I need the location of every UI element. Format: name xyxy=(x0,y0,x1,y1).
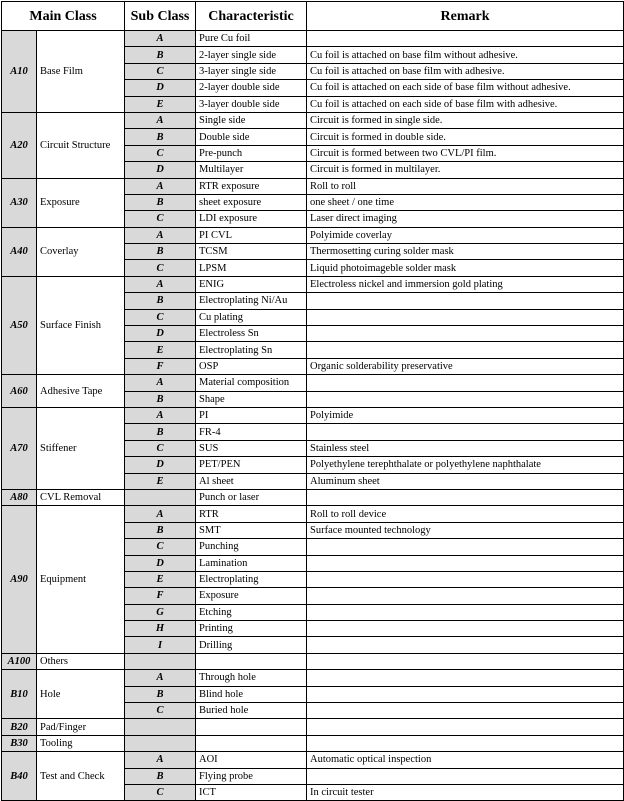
main-class-code: B20 xyxy=(2,719,37,735)
characteristic-cell: Cu plating xyxy=(196,309,307,325)
characteristic-cell xyxy=(196,719,307,735)
remark-cell: Circuit is formed between two CVL/PI film. xyxy=(307,145,624,161)
sub-class-cell: E xyxy=(125,571,196,587)
characteristic-cell: LDI exposure xyxy=(196,211,307,227)
characteristic-cell: Drilling xyxy=(196,637,307,653)
characteristic-cell: Etching xyxy=(196,604,307,620)
main-class-name: Pad/Finger xyxy=(37,719,125,735)
sub-class-cell: A xyxy=(125,670,196,686)
characteristic-cell: 3-layer single side xyxy=(196,63,307,79)
sub-class-cell: C xyxy=(125,309,196,325)
characteristic-cell: 2-layer double side xyxy=(196,80,307,96)
sub-class-cell: H xyxy=(125,621,196,637)
remark-cell xyxy=(307,670,624,686)
sub-class-cell: E xyxy=(125,473,196,489)
remark-cell xyxy=(307,735,624,751)
header-characteristic: Characteristic xyxy=(196,2,307,31)
sub-class-cell: G xyxy=(125,604,196,620)
sub-class-cell: B xyxy=(125,194,196,210)
sub-class-cell: B xyxy=(125,129,196,145)
remark-cell: Polyimide xyxy=(307,407,624,423)
header-remark: Remark xyxy=(307,2,624,31)
characteristic-cell: Material composition xyxy=(196,375,307,391)
sub-class-cell: E xyxy=(125,342,196,358)
characteristic-cell: SMT xyxy=(196,522,307,538)
remark-cell xyxy=(307,293,624,309)
characteristic-cell: Flying probe xyxy=(196,768,307,784)
remark-cell xyxy=(307,588,624,604)
remark-cell: Organic solderability preservative xyxy=(307,358,624,374)
remark-cell: Thermosetting curing solder mask xyxy=(307,244,624,260)
characteristic-cell: OSP xyxy=(196,358,307,374)
characteristic-cell: Punch or laser xyxy=(196,489,307,505)
remark-cell: Cu foil is attached on each side of base film without adhesive. xyxy=(307,80,624,96)
main-class-code: A60 xyxy=(2,375,37,408)
remark-cell: Stainless steel xyxy=(307,440,624,456)
sub-class-cell: C xyxy=(125,145,196,161)
header-row xyxy=(2,2,624,31)
sub-class-cell: I xyxy=(125,637,196,653)
remark-cell: Aluminum sheet xyxy=(307,473,624,489)
sub-class-cell: C xyxy=(125,63,196,79)
main-class-name: Exposure xyxy=(37,178,125,227)
main-class-name: Circuit Structure xyxy=(37,112,125,178)
sub-class-cell: B xyxy=(125,293,196,309)
sub-class-cell: A xyxy=(125,112,196,128)
table-row xyxy=(2,670,624,686)
remark-cell xyxy=(307,555,624,571)
sub-class-cell: D xyxy=(125,326,196,342)
characteristic-cell: Buried hole xyxy=(196,703,307,719)
remark-cell xyxy=(307,621,624,637)
characteristic-cell: Electroplating Sn xyxy=(196,342,307,358)
header-sub-class: Sub Class xyxy=(125,2,196,31)
table-row xyxy=(2,178,624,194)
characteristic-cell: LPSM xyxy=(196,260,307,276)
remark-cell: Surface mounted technology xyxy=(307,522,624,538)
characteristic-cell: Electroplating Ni/Au xyxy=(196,293,307,309)
characteristic-cell: ICT xyxy=(196,784,307,800)
remark-cell xyxy=(307,637,624,653)
sub-class-cell: D xyxy=(125,80,196,96)
sub-class-cell: D xyxy=(125,555,196,571)
characteristic-cell: Exposure xyxy=(196,588,307,604)
main-class-name: Tooling xyxy=(37,735,125,751)
characteristic-cell: Punching xyxy=(196,539,307,555)
main-class-code: A70 xyxy=(2,407,37,489)
remark-cell xyxy=(307,604,624,620)
remark-cell: Automatic optical inspection xyxy=(307,752,624,768)
characteristic-cell: AOI xyxy=(196,752,307,768)
main-class-name: Base Film xyxy=(37,31,125,113)
main-class-name: Coverlay xyxy=(37,227,125,276)
remark-cell: Laser direct imaging xyxy=(307,211,624,227)
main-class-code: A80 xyxy=(2,489,37,505)
table-body xyxy=(2,31,624,801)
remark-cell: one sheet / one time xyxy=(307,194,624,210)
sub-class-cell xyxy=(125,719,196,735)
remark-cell: Liquid photoimageble solder mask xyxy=(307,260,624,276)
characteristic-cell: ENIG xyxy=(196,276,307,292)
remark-cell xyxy=(307,375,624,391)
sub-class-cell: B xyxy=(125,244,196,260)
main-class-code: A40 xyxy=(2,227,37,276)
main-class-code: A20 xyxy=(2,112,37,178)
characteristic-cell: RTR exposure xyxy=(196,178,307,194)
characteristic-cell: 2-layer single side xyxy=(196,47,307,63)
characteristic-cell: Al sheet xyxy=(196,473,307,489)
characteristic-cell: Single side xyxy=(196,112,307,128)
remark-cell xyxy=(307,489,624,505)
main-class-name: CVL Removal xyxy=(37,489,125,505)
remark-cell: Roll to roll xyxy=(307,178,624,194)
sub-class-cell: C xyxy=(125,211,196,227)
sub-class-cell: C xyxy=(125,260,196,276)
remark-cell: Polyimide coverlay xyxy=(307,227,624,243)
remark-cell xyxy=(307,703,624,719)
sub-class-cell xyxy=(125,653,196,669)
sub-class-cell xyxy=(125,735,196,751)
characteristic-cell: sheet exposure xyxy=(196,194,307,210)
sub-class-cell: B xyxy=(125,686,196,702)
characteristic-cell xyxy=(196,653,307,669)
remark-cell xyxy=(307,391,624,407)
main-class-code: A90 xyxy=(2,506,37,654)
remark-cell: Circuit is formed in multilayer. xyxy=(307,162,624,178)
main-class-name: Others xyxy=(37,653,125,669)
main-class-name: Test and Check xyxy=(37,752,125,801)
remark-cell: Roll to roll device xyxy=(307,506,624,522)
main-class-code: B40 xyxy=(2,752,37,801)
sub-class-cell: A xyxy=(125,375,196,391)
sub-class-cell xyxy=(125,489,196,505)
characteristic-cell: 3-layer double side xyxy=(196,96,307,112)
sub-class-cell: A xyxy=(125,407,196,423)
sub-class-cell: C xyxy=(125,703,196,719)
header-main-class: Main Class xyxy=(2,2,125,31)
main-class-code: A100 xyxy=(2,653,37,669)
sub-class-cell: B xyxy=(125,522,196,538)
sub-class-cell: B xyxy=(125,768,196,784)
remark-cell xyxy=(307,719,624,735)
sub-class-cell: A xyxy=(125,506,196,522)
remark-cell xyxy=(307,539,624,555)
table-row xyxy=(2,489,624,505)
characteristic-cell: Electroless Sn xyxy=(196,326,307,342)
characteristic-cell: Double side xyxy=(196,129,307,145)
characteristic-cell: PET/PEN xyxy=(196,457,307,473)
sub-class-cell: C xyxy=(125,784,196,800)
sub-class-cell: A xyxy=(125,276,196,292)
main-class-name: Surface Finish xyxy=(37,276,125,374)
sub-class-cell: D xyxy=(125,457,196,473)
remark-cell: Cu foil is attached on base film without adhesive. xyxy=(307,47,624,63)
sub-class-cell: F xyxy=(125,588,196,604)
sub-class-cell: A xyxy=(125,31,196,47)
remark-cell xyxy=(307,653,624,669)
main-class-code: A10 xyxy=(2,31,37,113)
characteristic-cell: Multilayer xyxy=(196,162,307,178)
sub-class-cell: F xyxy=(125,358,196,374)
characteristic-cell: SUS xyxy=(196,440,307,456)
classification-table xyxy=(1,1,624,801)
remark-cell: Circuit is formed in single side. xyxy=(307,112,624,128)
main-class-name: Hole xyxy=(37,670,125,719)
sub-class-cell: B xyxy=(125,391,196,407)
sub-class-cell: B xyxy=(125,47,196,63)
remark-cell xyxy=(307,686,624,702)
sub-class-cell: D xyxy=(125,162,196,178)
characteristic-cell: Pure Cu foil xyxy=(196,31,307,47)
remark-cell: Polyethylene terephthalate or polyethylene naphthalate xyxy=(307,457,624,473)
main-class-name: Adhesive Tape xyxy=(37,375,125,408)
sub-class-cell: C xyxy=(125,440,196,456)
main-class-code: B30 xyxy=(2,735,37,751)
sub-class-cell: C xyxy=(125,539,196,555)
main-class-name: Stiffener xyxy=(37,407,125,489)
table-row xyxy=(2,506,624,522)
characteristic-cell: TCSM xyxy=(196,244,307,260)
table-row xyxy=(2,719,624,735)
characteristic-cell: Electroplating xyxy=(196,571,307,587)
sub-class-cell: B xyxy=(125,424,196,440)
main-class-code: A50 xyxy=(2,276,37,374)
table-row xyxy=(2,227,624,243)
characteristic-cell: Printing xyxy=(196,621,307,637)
characteristic-cell: Lamination xyxy=(196,555,307,571)
characteristic-cell: Through hole xyxy=(196,670,307,686)
sub-class-cell: A xyxy=(125,227,196,243)
remark-cell xyxy=(307,768,624,784)
sub-class-cell: A xyxy=(125,178,196,194)
table-row xyxy=(2,735,624,751)
remark-cell xyxy=(307,571,624,587)
characteristic-cell: PI xyxy=(196,407,307,423)
remark-cell: Cu foil is attached on base film with adhesive. xyxy=(307,63,624,79)
characteristic-cell: Shape xyxy=(196,391,307,407)
remark-cell: In circuit tester xyxy=(307,784,624,800)
sub-class-cell: A xyxy=(125,752,196,768)
sub-class-cell: E xyxy=(125,96,196,112)
remark-cell xyxy=(307,424,624,440)
table-row xyxy=(2,31,624,47)
remark-cell: Electroless nickel and immersion gold plating xyxy=(307,276,624,292)
characteristic-cell: PI CVL xyxy=(196,227,307,243)
remark-cell xyxy=(307,342,624,358)
main-class-code: B10 xyxy=(2,670,37,719)
main-class-code: A30 xyxy=(2,178,37,227)
characteristic-cell: Blind hole xyxy=(196,686,307,702)
remark-cell xyxy=(307,309,624,325)
table-row xyxy=(2,276,624,292)
remark-cell xyxy=(307,326,624,342)
remark-cell: Cu foil is attached on each side of base film with adhesive. xyxy=(307,96,624,112)
characteristic-cell: Pre-punch xyxy=(196,145,307,161)
remark-cell: Circuit is formed in double side. xyxy=(307,129,624,145)
table-row xyxy=(2,752,624,768)
table-row xyxy=(2,375,624,391)
remark-cell xyxy=(307,31,624,47)
characteristic-cell: FR-4 xyxy=(196,424,307,440)
characteristic-cell xyxy=(196,735,307,751)
table-row xyxy=(2,407,624,423)
table-row xyxy=(2,653,624,669)
table-row xyxy=(2,112,624,128)
main-class-name: Equipment xyxy=(37,506,125,654)
characteristic-cell: RTR xyxy=(196,506,307,522)
